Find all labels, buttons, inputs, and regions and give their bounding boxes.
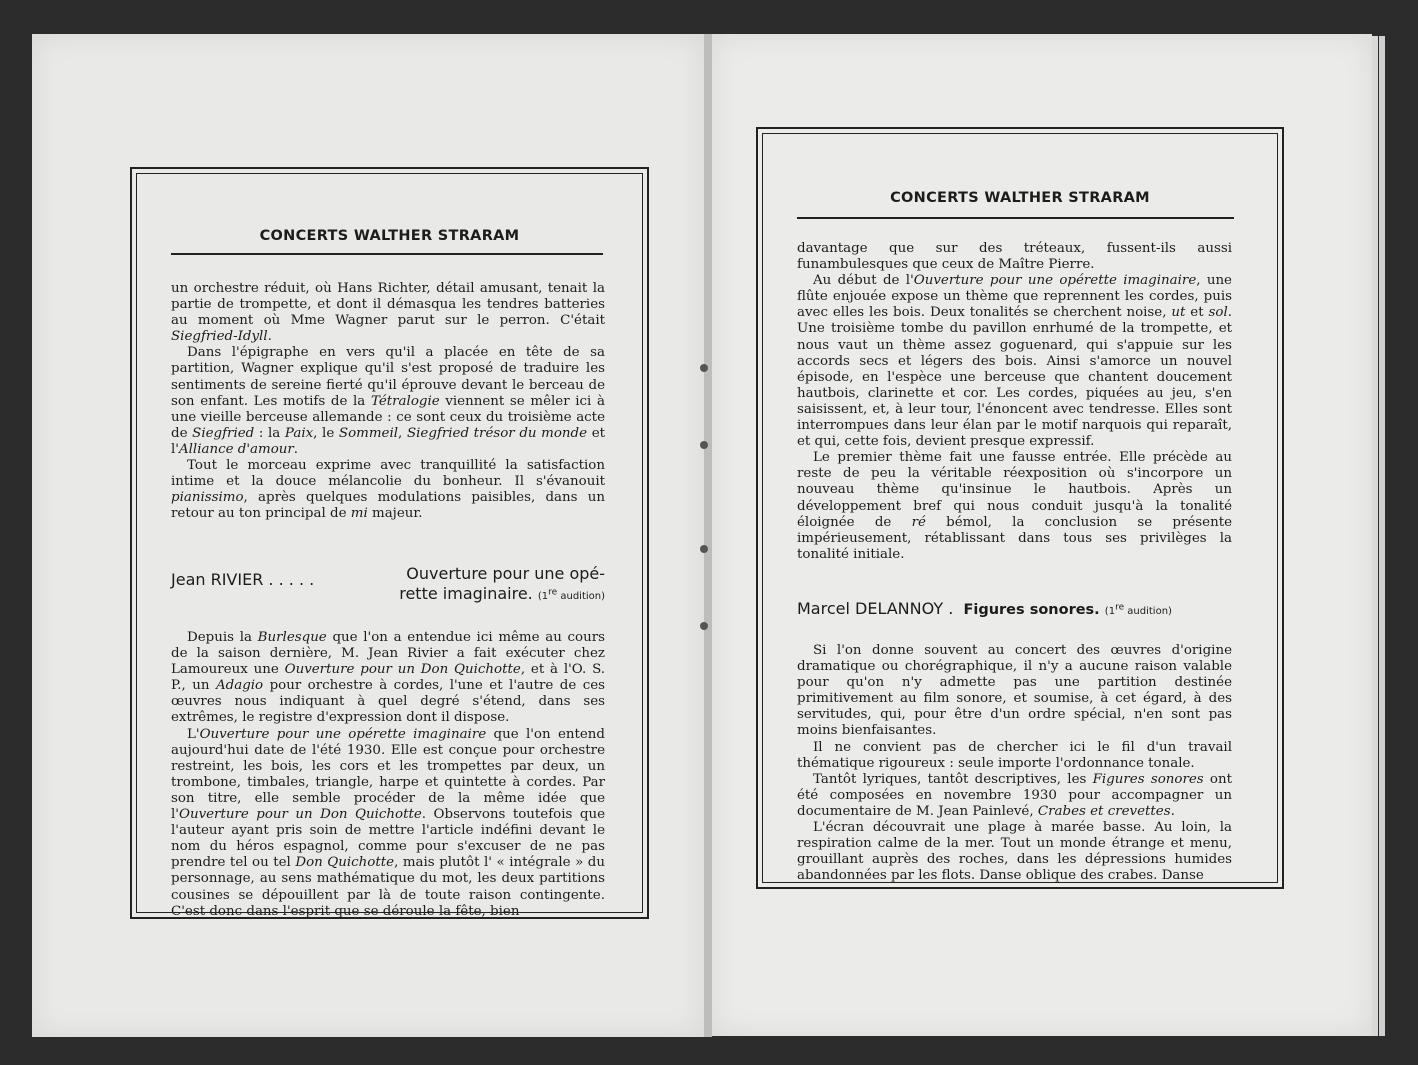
- first-audition-note: (1re audition): [537, 587, 605, 602]
- left-paragraph-5: L'Ouverture pour une opérette imaginaire que l'on entend aujourd'hui date de l'été 1930. Elle est conçue pour orchestre restreint, les bois, les cors et les trompettes par deux, un trombone, timbales, triangle, harpe et quintette à cordes. Par son titre, elle semble procéder de la même idée que l'Ouverture pour un Don Quichotte. Observons toutefois que l'auteur ayant pris soin de mettre l'article indéfini devant le nom du héros espagnol, comme pour s'excuser de ne pas prendre tel ou tel Don Quichotte, mais plutôt l' « intégrale » du personnage, au sens mathématique du mot, les deux partitions cousines se dépouillent par là de toute raison contingente. C'est donc dans l'esprit que se déroule la fête, bien: [171, 726, 605, 919]
- right-piece-title: Marcel DELANNOY . Figures sonores. (1re audition): [797, 599, 1172, 618]
- right-paragraph-3: Le premier thème fait une fausse entrée. Elle précède au reste de peu la véritable réexposition où s'incorpore un nouveau thème qu'insinue le hautbois. Après un développement bref qui nous conduit jusqu'à la tonalité éloignée de ré bémol, la conclusion se présente impérieusement, rétablissant dans tous ses privilèges la tonalité initiale.: [797, 450, 1233, 562]
- right-paragraph-4: Si l'on donne souvent au concert des œuvres d'origine dramatique ou chorégraphique, il n'y a aucune raison valable pour qu'on n'y admette pas une partition destinée primitivement au film sonore, et soumise, à cet égard, à des servitudes, qui, pour être d'un ordre spécial, n'en sont pas moins bienfaisantes.: [797, 643, 1232, 739]
- left-text-top: [171, 281, 605, 522]
- right-paragraph-1: davantage que sur des tréteaux, fussent-ils aussi funambulesques que ceux de Maître Pierre.: [797, 241, 1232, 273]
- book-gutter: [704, 34, 712, 1037]
- page-edge: [1379, 36, 1385, 1036]
- binding-hole: [700, 441, 708, 449]
- page-edge: [1372, 36, 1378, 1036]
- left-text-bottom: [171, 630, 605, 920]
- right-header-rule: [797, 217, 1234, 219]
- left-paragraph-3: Tout le morceau exprime avec tranquillité la satisfaction intime et la douce mélancolie du bonheur. Il s'évanouit pianissimo, après quelques modulations paisibles, dans un retour au ton principal de mi majeur.: [171, 458, 605, 522]
- binding-hole: [700, 364, 708, 372]
- left-paragraph-1: un orchestre réduit, où Hans Richter, détail amusant, tenait la partie de trompette, et dont il démasqua les tendres batteries au moment où Mme Wagner parut sur le perron. C'était Siegfried-Idyll.: [171, 281, 605, 345]
- left-paragraph-2: Dans l'épigraphe en vers qu'il a placée en tête de sa partition, Wagner explique qu'il s'est proposé de traduire les sentiments de sereine fierté qu'il éprouve devant le berceau de son enfant. Les motifs de la Tétralogie viennent se mêler ici à une vieille berceuse allemande : ce sont ceux du troisième acte de Siegfried : la Paix, le Sommeil, Siegfried trésor du monde et l'Alliance d'amour.: [171, 345, 606, 457]
- left-page-frame: [130, 167, 649, 919]
- right-paragraph-7: L'écran découvrait une plage à marée basse. Au loin, la respiration calme de la mer. Tout un monde étrange et menu, grouillant auprès des roches, dans les dépressions humides abandonnées par les flots. Danse oblique des crabes. Danse: [797, 820, 1232, 884]
- right-page-frame: [756, 127, 1284, 889]
- right-running-header: CONCERTS WALTHER STRARAM: [890, 190, 1150, 206]
- right-paragraph-6: Tantôt lyriques, tantôt descriptives, les Figures sonores ont été composées en novembre 1930 pour accompagner un documentaire de M. Jean Painlevé, Crabes et crevettes.: [797, 771, 1233, 819]
- binding-hole: [700, 545, 708, 553]
- left-piece-title: Ouverture pour une opé- rette imaginaire. (1re audition): [399, 564, 605, 603]
- right-paragraph-2: Au début de l'Ouverture pour une opérette imaginaire, une flûte enjouée expose un thème que reprennent les cordes, puis avec elles les bois. Deux tonalités se cherchent noise, ut et sol. Une troisième tombe du pavillon enrhumé de la trompette, et nous vaut un thème assez goguenard, qui s'appuie sur les accords secs et légers des bois. Ainsi s'amorce un nouvel épisode, en l'espèce une berceuse que chantent doucement hautbois, clarinette et cor. Les cordes, piquées au jeu, s'en saisissent, et, à leur tour, l'énoncent avec tendresse. Elles sont interrompues dans leur élan par le motif narquois qui reparaît, et qui, cette fois, devient presque expressif.: [797, 273, 1232, 450]
- right-paragraph-5: Il ne convient pas de chercher ici le fil d'un travail thématique rigoureux : seule importe l'ordonnance tonale.: [797, 739, 1232, 771]
- right-text-bottom: [797, 643, 1232, 884]
- left-running-header: CONCERTS WALTHER STRARAM: [259, 228, 520, 244]
- left-header-rule: [171, 253, 603, 255]
- right-page: [712, 34, 1372, 1036]
- left-page: [32, 34, 704, 1037]
- first-audition-note: (1re audition): [1104, 602, 1172, 617]
- left-piece-composer: Jean RIVIER . . . . .: [171, 570, 315, 589]
- right-text-top: [797, 241, 1232, 563]
- left-paragraph-4: Depuis la Burlesque que l'on a entendue ici même au cours de la saison dernière, M. Jean Rivier a fait exécuter chez Lamoureux une Ouverture pour un Don Quichotte, et à l'O. S. P., un Adagio pour orchestre à cordes, l'une et l'autre de ces œuvres nous indiquant à quel degré s'étend, dans ses extrêmes, le registre d'expression dont il dispose.: [171, 630, 606, 726]
- binding-hole: [700, 622, 708, 630]
